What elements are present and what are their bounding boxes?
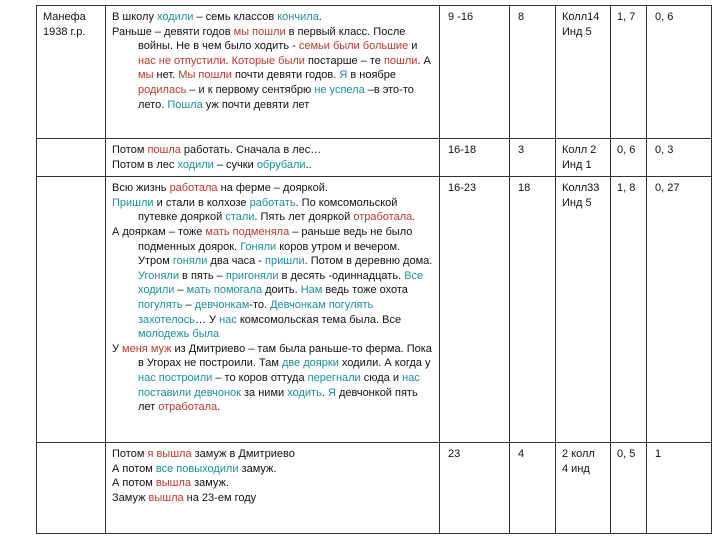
age-range: 16-18 — [448, 144, 477, 156]
marked-collective: Пошла — [167, 98, 203, 111]
age-range: 16-23 — [448, 182, 477, 195]
coll-value: Колл14 — [562, 11, 600, 23]
text-fragment: Потом — [112, 144, 148, 156]
count-value: 18 — [518, 182, 531, 195]
text-fragment: постарше – те — [304, 54, 384, 67]
text-paragraph — [112, 225, 434, 342]
text-fragment: А потом — [112, 477, 156, 490]
text-fragment: … У — [194, 313, 220, 326]
text-fragment: работать. Сначала в лес… — [180, 144, 322, 156]
marked-personal: работала — [169, 182, 218, 195]
count-value: 4 — [518, 448, 525, 461]
marked-personal: вышла — [155, 477, 192, 490]
marked-collective: Гоняли — [240, 240, 277, 253]
ratio-cell — [611, 139, 647, 177]
share-cell — [647, 443, 712, 534]
marked-collective: нас поставили девчонок — [138, 371, 420, 399]
ind-value: 4 инд — [562, 462, 590, 475]
marked-personal: вышла — [148, 491, 184, 504]
text-paragraph — [112, 143, 434, 158]
text-fragment: . — [318, 11, 322, 23]
marked-collective: Пришли — [112, 196, 154, 209]
count-value: 8 — [518, 11, 525, 23]
text-paragraph — [112, 476, 434, 491]
text-fragment: Потом — [112, 448, 148, 461]
text-fragment: уж почти девяти лет — [202, 98, 310, 111]
text-fragment: девчонкой пять лет — [138, 386, 418, 414]
marked-personal: пошли — [383, 54, 418, 67]
marked-collective: ходили — [177, 158, 214, 171]
marked-personal: мать подменяла — [205, 225, 290, 238]
age-range: 9 -16 — [448, 11, 474, 23]
text-fragment: – раньше ведь не было подменных доярок. — [138, 225, 413, 253]
text-fragment: замуж в Дмитриево — [191, 448, 295, 461]
text-fragment: – — [174, 284, 187, 297]
text-paragraph — [112, 447, 434, 462]
text-fragment: А дояркам – тоже — [112, 225, 206, 238]
text-fragment: и — [408, 40, 418, 53]
text-paragraph — [112, 462, 434, 477]
marked-personal: я вышла — [147, 448, 192, 461]
text-fragment: . Пять лет дояркой — [254, 211, 354, 224]
count-cell — [510, 177, 556, 443]
marked-collective: погулять — [138, 298, 183, 311]
share-cell — [647, 6, 712, 139]
age-range: 23 — [448, 448, 461, 461]
text-analysis-table — [36, 5, 712, 534]
text-paragraph — [112, 491, 434, 506]
age-cell — [440, 6, 510, 139]
ratio-cell — [611, 443, 647, 534]
text-fragment: Всю жизнь — [112, 182, 170, 195]
text-paragraph — [112, 181, 434, 196]
text-fragment: .. — [305, 158, 312, 171]
age-cell — [440, 139, 510, 177]
marked-collective: Девчонкам погулять захотелось — [138, 298, 374, 326]
text-fragment: за ними — [240, 386, 288, 399]
count-cell — [510, 6, 556, 139]
ratio-value: 1, 8 — [617, 182, 636, 195]
marked-personal: отработала — [158, 401, 218, 414]
coll-cell — [556, 6, 611, 139]
text-fragment: замуж. — [191, 477, 229, 490]
marked-collective: нас — [219, 313, 237, 326]
text-fragment: . Потом в деревню дома. — [304, 255, 433, 268]
text-fragment: – и к первому сентябрю — [186, 83, 315, 96]
text-fragment: в пять – — [178, 269, 226, 282]
text-fragment: – то коров оттуда — [212, 371, 308, 384]
text-paragraph — [112, 196, 434, 225]
marked-collective: Все ходили — [138, 269, 424, 297]
text-fragment: ходили. А когда у — [338, 357, 431, 370]
text-fragment: . А — [417, 54, 431, 67]
text-fragment: сюда и — [360, 371, 403, 384]
marked-collective: гоняли — [172, 255, 208, 268]
text-cell — [106, 443, 440, 534]
informant-cell — [37, 139, 106, 177]
marked-collective: девчонкам — [194, 298, 250, 311]
marked-personal: мы — [138, 69, 154, 82]
text-fragment: – — [182, 298, 195, 311]
marked-collective: все повыходили — [155, 462, 239, 475]
share-value: 0, 27 — [655, 182, 680, 195]
share-value: 0, 3 — [655, 144, 674, 156]
marked-personal: пошла — [147, 144, 181, 156]
text-fragment: – сучки — [213, 158, 257, 171]
marked-collective: перегнали — [307, 371, 361, 384]
informant-year: 1938 г.р. — [43, 25, 86, 38]
marked-collective: пригоняли — [225, 269, 279, 282]
text-fragment: . — [321, 386, 328, 399]
marked-collective: ходили — [157, 11, 194, 23]
marked-collective: Я — [339, 69, 348, 82]
count-value: 3 — [518, 144, 525, 156]
text-cell — [106, 177, 440, 443]
marked-personal: семьи были большие — [298, 40, 409, 53]
text-fragment: замуж. — [238, 462, 277, 475]
text-fragment: . По комсомольской путевке дояркой — [138, 196, 398, 224]
marked-collective: две доярки — [281, 357, 339, 370]
marked-collective: ходить — [287, 386, 322, 399]
table-row — [37, 443, 712, 534]
coll-value: Колл 2 — [562, 144, 597, 156]
text-fragment: два часа - — [207, 255, 265, 268]
share-cell — [647, 139, 712, 177]
informant-cell — [37, 177, 106, 443]
share-value: 0, 6 — [655, 11, 674, 23]
text-fragment: Потом в лес — [112, 158, 178, 171]
coll-cell — [556, 139, 611, 177]
marked-collective: обрубали — [256, 158, 306, 171]
text-fragment: комсомольская тема была. Все — [236, 313, 402, 326]
ratio-cell — [611, 6, 647, 139]
coll-cell — [556, 443, 611, 534]
marked-personal: Которые были — [231, 54, 305, 67]
ratio-value: 0, 6 — [617, 144, 636, 156]
coll-value: 2 колл — [562, 448, 595, 461]
text-fragment: ведь тоже охота — [322, 284, 408, 297]
text-fragment: из Дмитриево – там была раньше-то ферма. Пока в Угорах не построили. Там — [138, 342, 432, 370]
marked-personal: нас не отпустили — [138, 54, 226, 67]
text-fragment: А потом — [112, 462, 156, 475]
marked-collective: молодежь была — [138, 328, 220, 341]
text-fragment: почти девяти годов. — [231, 69, 340, 82]
text-fragment: коров утром и вечером. Утром — [138, 240, 401, 268]
text-paragraph — [112, 10, 434, 25]
text-cell — [106, 139, 440, 177]
age-cell — [440, 177, 510, 443]
text-fragment: . — [225, 54, 232, 67]
text-fragment: доить. — [262, 284, 301, 297]
text-paragraph — [112, 158, 434, 173]
marked-collective: кончила — [277, 11, 319, 23]
informant-name: Манефа — [43, 11, 86, 23]
count-cell — [510, 139, 556, 177]
text-paragraph — [112, 342, 434, 415]
text-fragment: . — [217, 401, 221, 414]
marked-personal: родилась — [138, 83, 187, 96]
share-value: 1 — [655, 448, 662, 461]
ind-value: Инд 5 — [562, 196, 592, 209]
text-cell — [106, 6, 440, 139]
marked-collective: Угоняли — [138, 269, 179, 282]
table-row — [37, 6, 712, 139]
text-fragment: В школу — [112, 11, 158, 23]
age-cell — [440, 443, 510, 534]
marked-collective: Я — [327, 386, 336, 399]
marked-personal: отработала — [353, 211, 413, 224]
text-fragment: в ноябре — [347, 69, 396, 82]
ratio-value: 0, 5 — [617, 448, 636, 461]
text-fragment: на ферме – дояркой. — [217, 182, 328, 195]
text-fragment: и стали в колхозе — [153, 196, 250, 209]
marked-collective: работать — [249, 196, 296, 209]
marked-collective: пришли — [265, 255, 305, 268]
ratio-value: 1, 7 — [617, 11, 636, 23]
marked-collective: нас построили — [138, 371, 213, 384]
marked-collective: не успела — [314, 83, 365, 96]
text-fragment: –в это-то лето. — [138, 83, 414, 111]
ind-value: Инд 1 — [562, 158, 592, 171]
text-fragment: – семь классов — [193, 11, 278, 23]
text-fragment: на 23-ем году — [183, 491, 257, 504]
share-cell — [647, 177, 712, 443]
count-cell — [510, 443, 556, 534]
marked-personal: Мы пошли — [178, 69, 232, 82]
text-paragraph — [112, 25, 434, 113]
table-row — [37, 139, 712, 177]
informant-cell — [37, 443, 106, 534]
marked-personal: меня муж — [122, 342, 172, 355]
informant-cell — [37, 6, 106, 139]
marked-personal: мы пошли — [233, 25, 286, 38]
ratio-cell — [611, 177, 647, 443]
text-fragment: в десять -одиннадцать. — [278, 269, 405, 282]
marked-collective: Нам — [300, 284, 323, 297]
coll-value: Колл33 — [562, 182, 600, 195]
text-fragment: Раньше – девяти годов — [112, 25, 234, 38]
text-fragment: в первый класс. После войны. Не в чем было ходить - — [138, 25, 406, 53]
text-fragment: -то. — [249, 298, 271, 311]
table-row — [37, 177, 712, 443]
marked-collective: мать помогала — [186, 284, 263, 297]
text-fragment: . — [412, 211, 416, 224]
text-fragment: У — [112, 342, 123, 355]
text-fragment: нет. — [153, 69, 179, 82]
marked-collective: стали — [225, 211, 255, 224]
coll-cell — [556, 177, 611, 443]
ind-value: Инд 5 — [562, 25, 592, 38]
text-fragment: Замуж — [112, 491, 149, 504]
